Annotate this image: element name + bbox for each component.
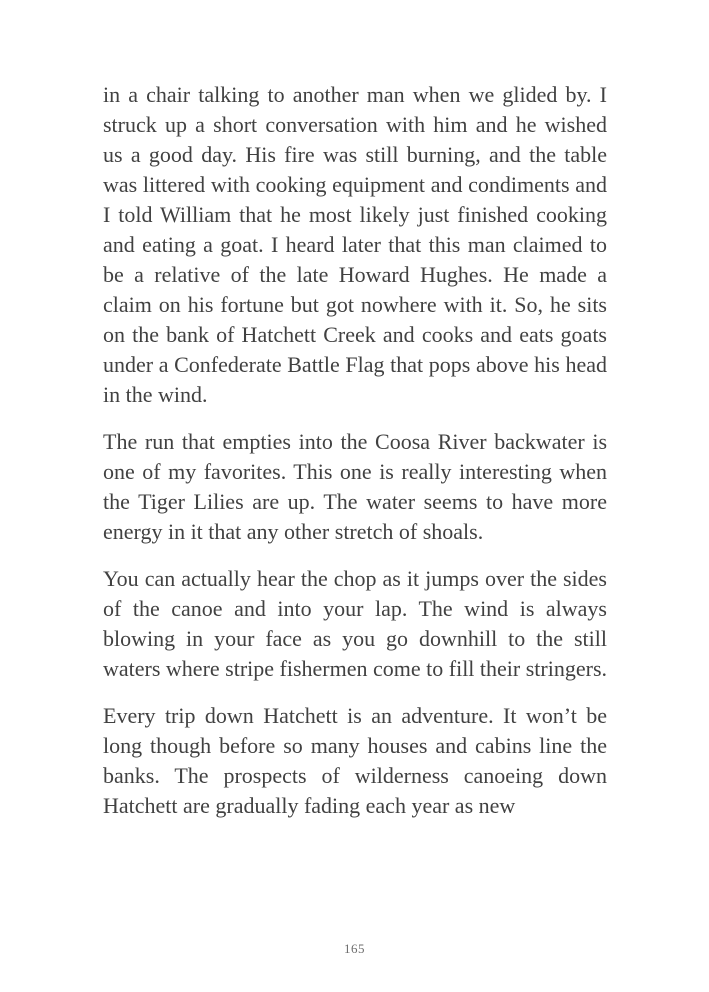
body-paragraph: Every trip down Hatchett is an adventure. It won’t be long though before so many houses and cabins line the banks. The prospects of wilderness canoeing down Hatchett are gradually fading each year as new: [103, 703, 607, 818]
body-paragraph: in a chair talking to another man when we glided by. I struck up a short conversation with him and he wished us a good day. His fire was still burning, and the table was littered with cooking equipment and condiments and I told William that he most likely just finished cooking and eating a goat. I heard later that this man claimed to be a relative of the late Howard Hughes. He made a claim on his fortune but got nowhere with it. So, he sits on the bank of Hatchett Creek and cooks and eats goats under a Confederate Battle Flag that pops above his head in the wind.: [103, 82, 607, 407]
page-footer: [0, 940, 709, 958]
body-paragraph: The run that empties into the Coosa River backwater is one of my favorites. This one is really interesting when the Tiger Lilies are up. The water seems to have more energy in it that any other stretch of shoals.: [103, 429, 607, 544]
body-paragraph: You can actually hear the chop as it jumps over the sides of the canoe and into your lap. The wind is always blowing in your face as you go downhill to the still waters where stripe fishermen come to fill their stringers.: [103, 566, 608, 681]
page-number: 165: [344, 941, 365, 956]
text-block: [103, 80, 607, 821]
